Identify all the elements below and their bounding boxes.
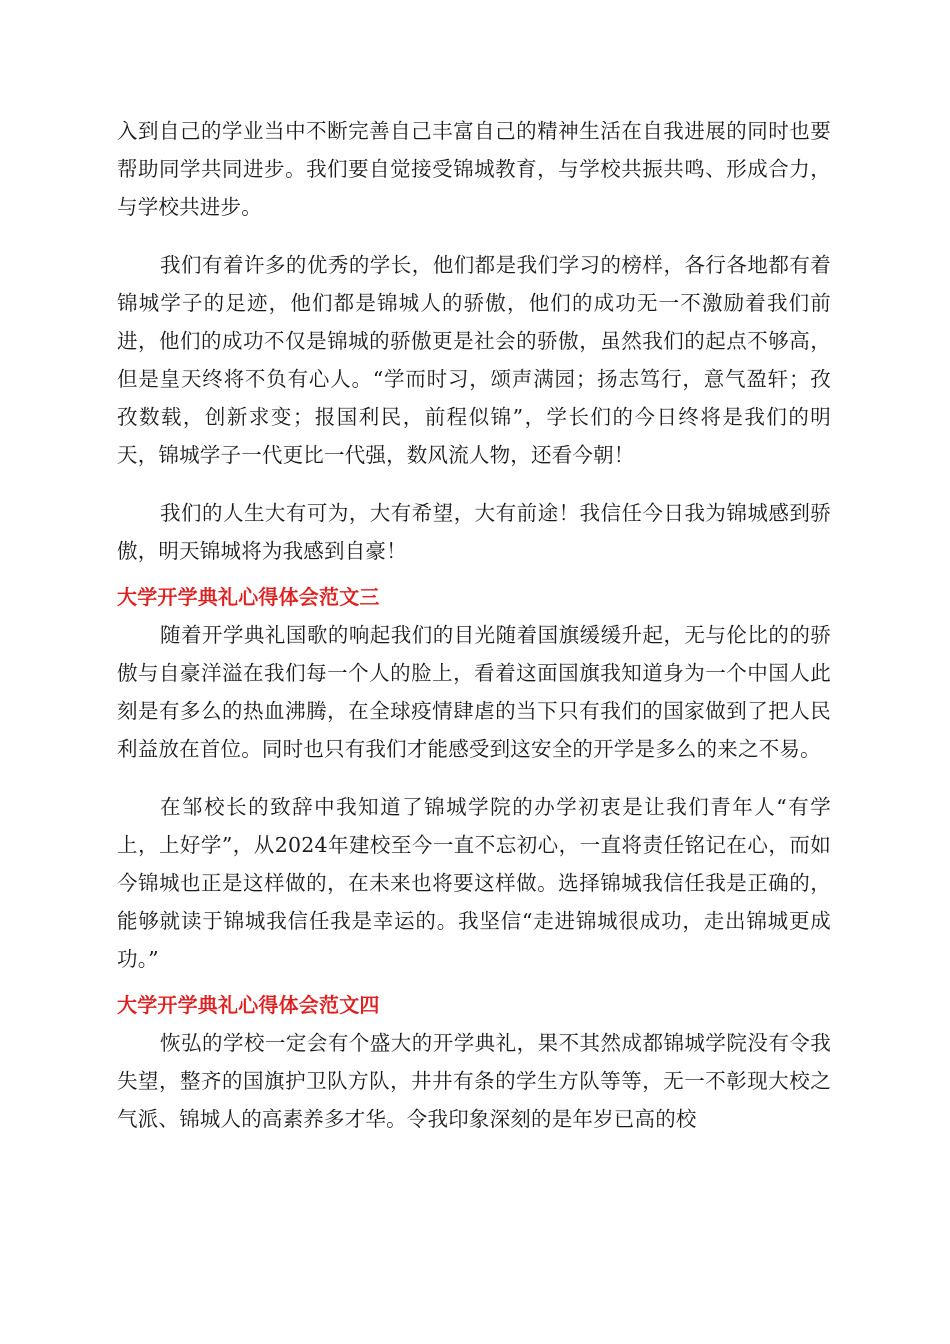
section-heading: 大学开学典礼心得体会范文四	[117, 993, 380, 1017]
section-heading: 大学开学典礼心得体会范文三	[117, 585, 380, 609]
paragraph: 在邹校长的致辞中我知道了锦城学院的办学初衷是让我们青年人“有学上，上好学”，从2024年建校至今一直不忘初心，一直将责任铭记在心，而如今锦城也正是这样做的，在未来也将要这样做。选择锦城我信任我是正确的，能够就读于锦城我信任我是幸运的。我坚信“走进锦城很成功，走出锦城更成功。”	[117, 795, 831, 971]
paragraph: 我们的人生大有可为，大有希望，大有前途！我信任今日我为锦城感到骄傲，明天锦城将为我感到自豪！	[117, 501, 831, 563]
paragraph: 入到自己的学业当中不断完善自己丰富自己的精神生活在自我进展的同时也要帮助同学共同进步。我们要自觉接受锦城教育，与学校共振共鸣、形成合力，与学校共进步。	[117, 119, 831, 219]
paragraph: 我们有着许多的优秀的学长，他们都是我们学习的榜样，各行各地都有着锦城学子的足迹，他们都是锦城人的骄傲，他们的成功无一不激励着我们前进，他们的成功不仅是锦城的骄傲更是社会的骄傲，虽然我们的起点不够高，但是皇天终将不负有心人。“学而时习，颂声满园；扬志笃行，意气盈轩；孜孜数载，创新求变；报国利民，前程似锦”，学长们的今日终将是我们的明天，锦城学子一代更比一代强，数风流人物，还看今朝！	[117, 253, 831, 467]
paragraph: 随着开学典礼国歌的响起我们的目光随着国旗缓缓升起，无与伦比的的骄傲与自豪洋溢在我们每一个人的脸上，看着这面国旗我知道身为一个中国人此刻是有多么的热血沸腾，在全球疫情肆虐的当下只有我们的国家做到了把人民利益放在首位。同时也只有我们才能感受到这安全的开学是多么的来之不易。	[117, 623, 831, 761]
paragraph: 恢弘的学校一定会有个盛大的开学典礼，果不其然成都锦城学院没有令我失望，整齐的国旗护卫队方队，井井有条的学生方队等等，无一不彰现大校之气派、锦城人的高素养多才华。令我印象深刻的是年岁已高的校	[117, 1031, 831, 1131]
document-page	[117, 112, 831, 1158]
